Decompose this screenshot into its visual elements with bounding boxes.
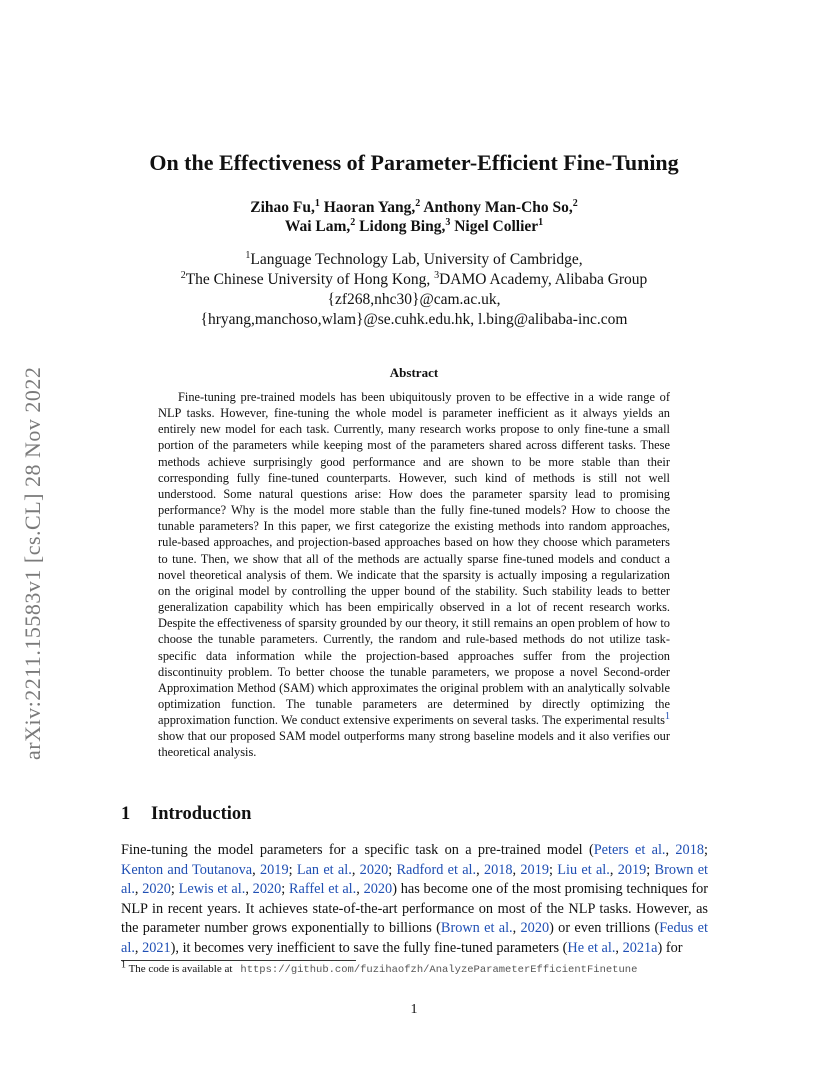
affiliations [0,250,828,330]
body-text: , [512,920,521,936]
citation-link[interactable]: Lan et al. [296,861,352,878]
affiliation-line-2: $^2$The Chinese University of Hong Kong, $^3$DAMO Academy, Alibaba Group [180,269,648,288]
body-text: , [615,939,623,956]
body-text: , [351,861,360,878]
body-text: , [512,861,521,878]
footnote-divider [121,960,356,961]
body-text: ; [170,881,179,897]
footnote: $^1$ The code is available at https://github.com/fuzihaofzh/AnalyzeParameterEfficientFinetune [121,959,638,976]
author: Wai Lam,$^2$ [284,216,356,235]
page-number: 1 [410,1002,418,1017]
code-url-link[interactable]: https://github.com/fuzihaofzh/AnalyzeParameterEfficientFinetune [240,964,638,976]
author-line-1 [0,198,828,217]
author: Zihao Fu,$^1$ [250,197,320,216]
citation-link[interactable]: 2020 [520,920,550,936]
citation-link[interactable]: Liu et al. [557,861,610,878]
email-line-2: {hryang,manchoso,wlam}@se.cuhk.edu.hk, l.bing@alibaba-inc.com [200,311,628,328]
citation-link[interactable]: Brown et al. [121,861,709,897]
arxiv-identifier: arXiv:2211.15583v1 [cs.CL] 28 Nov 2022 [20,366,45,760]
body-text: ; [281,881,290,897]
abstract-heading: Abstract [389,365,439,380]
body-text: ; [704,842,708,858]
email-line-1: {zf268,nhc30}@cam.ac.uk, [327,291,501,308]
citation-link[interactable]: 2021 [142,939,171,956]
citation-link[interactable]: 2019 [260,861,289,878]
author-line-2 [0,217,828,236]
author: Lidong Bing,$^3$ [359,216,451,235]
body-text: ), it becomes very inefficient to save the fully fine-tuned parameters ( [170,939,568,956]
body-text: ) has become one of the most promising techniques for NLP in recent years. It achieves state-of-the-art performance on most of the NLP tasks. However, as the parameter number grows exponentially to billions ( [121,881,709,936]
body-text: , [476,861,484,878]
citation-link[interactable]: He et al. [567,939,616,956]
section-heading: 1 Introduction [121,804,252,824]
citation-link[interactable]: Brown et al. [440,920,513,936]
author: Nigel Collier$^1$ [454,216,544,235]
citation-link[interactable]: 2021a [622,939,658,956]
citation-link[interactable]: 2018 [675,842,704,858]
abstract-body: Fine-tuning pre-trained models has been ubiquitously proven to be effective in a wide range of NLP tasks. However, fine-tuning the whole model is parameter inefficient as it always yields an entirely new model for each task. Currently, many research works propose to only fine-tune a small portion of the parameters while keeping most of the parameters shared across different tasks. These methods achieve surprisingly good performance and are shown to be more stable than their corresponding fully fine-tuned counterparts. However, such kind of methods is still not well understood. Some natural questions arise: How does the parameter sparsity lead to promising performance? Why is the model more stable than the fully fine-tuned models? How to choose the tunable parameters? In this paper, we first categorize the existing methods into random approaches, rule-based approaches, and projection-based approaches based on how they choose which parameters to tune. Then, we show that all of the methods are actually sparse fine-tuned models and conduct a novel theoretical analysis of them. We indicate that the sparsity is actually imposing a regularization on the original model by controlling the upper bound of the stability. Such stability leads to better generalization capability which has been empirically observed in a lot of recent research works. Despite the effectiveness of sparsity grounded by our theory, it still remains an open problem of how to choose the tunable parameters. Currently, the random and rule-based methods do not utilize task-specific data information while the projection-based approaches suffer from the projection discontinuity problem. To better choose the tunable parameters, we propose a novel Second-order Approximation Method (SAM) which approximates the original problem with an analytically solvable optimization function. The tunable parameters are determined by directly optimizing the approximation function. We conduct extensive experiments on several tasks. The experimental results$^1$ show that our proposed SAM model outperforms many strong baseline models and it also verifies our theoretical analysis. [158,390,670,760]
body-text: , [252,861,260,878]
citation-link[interactable]: Radford et al. [396,861,477,878]
body-text: ; [646,861,655,878]
body-text: , [609,861,618,878]
body-text: Fine-tuning the model parameters for a specific task on a pre-trained model ( [121,842,594,858]
citation-link[interactable]: 2020 [142,881,171,897]
body-text: ) or even trillions ( [549,920,660,936]
body-text: , [245,881,253,897]
citation-link[interactable]: 2020 [363,881,393,897]
author-list [0,198,828,236]
citation-link[interactable]: 2020 [359,861,389,878]
citation-link[interactable]: 2019 [520,861,549,878]
body-text: ; [288,861,297,878]
body-text: ) for [657,939,683,956]
citation-link[interactable]: Kenton and Toutanova [121,861,253,878]
citation-link[interactable]: Fedus et al. [121,920,708,956]
author: Haoran Yang,$^2$ [323,197,421,216]
citation-link[interactable]: Raffel et al. [289,881,357,897]
introduction-paragraph [121,841,708,958]
citation-link[interactable]: 2018 [483,861,513,878]
footnote-marker[interactable]: 1 [665,711,670,722]
body-text: , [134,881,143,897]
paper-title: On the Effectiveness of Parameter-Efficient Fine-Tuning [149,150,679,175]
citation-link[interactable]: Peters et al. [593,842,666,858]
affiliation-line-1: $^1$Language Technology Lab, University of Cambridge, [245,249,583,268]
citation-link[interactable]: 2019 [617,861,647,878]
body-text: ; [388,861,397,878]
body-text: , [134,939,143,956]
citation-link[interactable]: 2020 [252,881,282,897]
body-text: , [665,842,676,858]
author: Anthony Man-Cho So,$^2$ [423,197,578,216]
body-text: ; [548,861,558,878]
citation-link[interactable]: Lewis et al. [178,881,246,897]
body-text: , [356,881,364,897]
